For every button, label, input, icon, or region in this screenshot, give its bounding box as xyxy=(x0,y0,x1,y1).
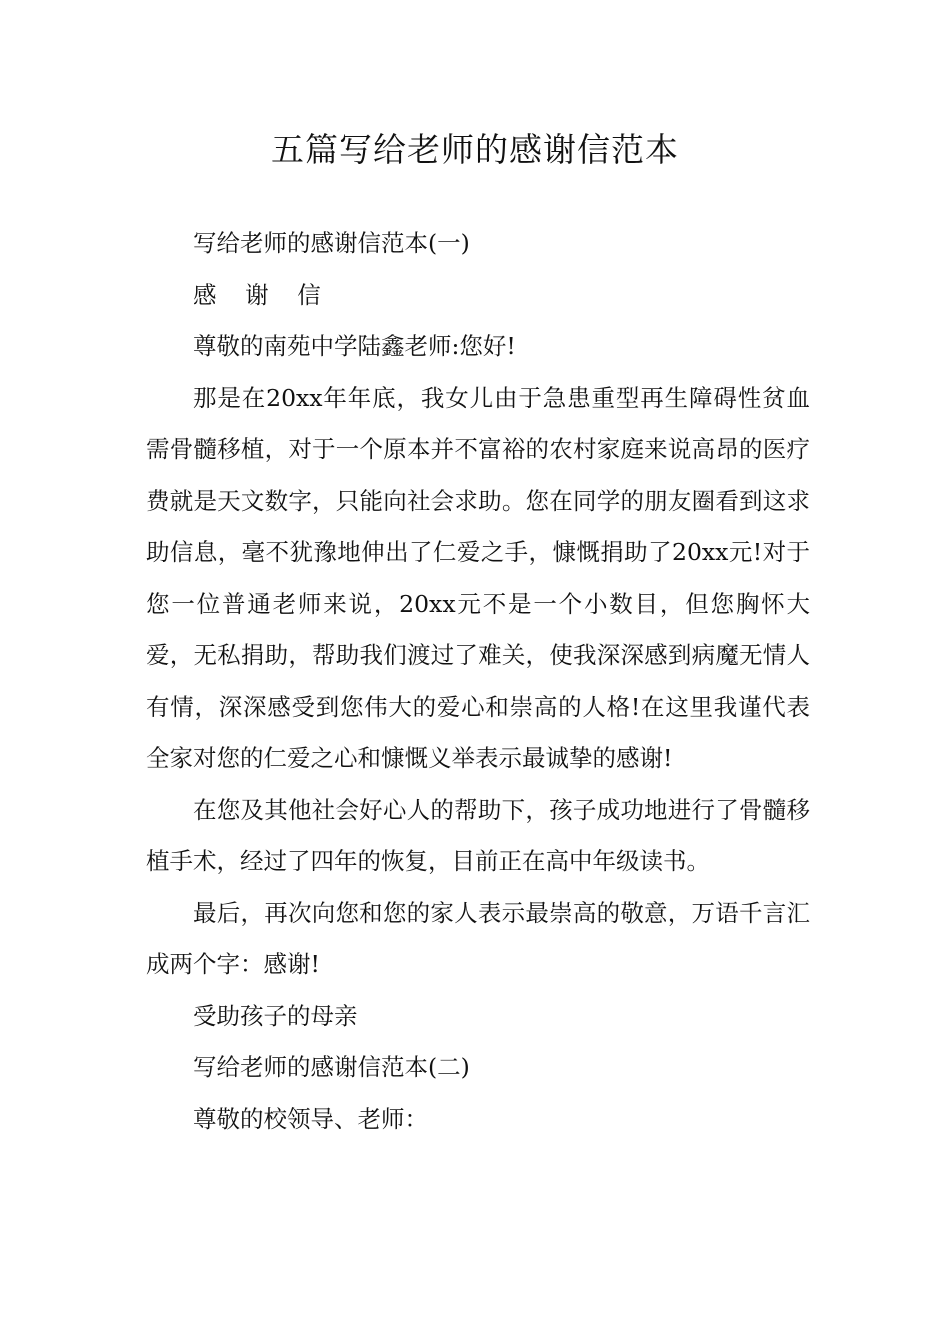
section-heading-2: 写给老师的感谢信范本(二) xyxy=(193,1053,470,1081)
document-title: 五篇写给老师的感谢信范本 xyxy=(271,130,679,169)
salutation: 尊敬的校领导、老师： xyxy=(193,1104,428,1133)
salutation: 尊敬的南苑中学陆鑫老师:您好! xyxy=(193,332,516,360)
section-heading-1: 写给老师的感谢信范本(一) xyxy=(193,229,470,257)
body-paragraph: 在您及其他社会好心人的帮助下，孩子成功地进行了骨髓移植手术，经过了四年的恢复，目前正在高中年级读书。 xyxy=(146,795,810,875)
body-paragraph: 最后，再次向您和您的家人表示最崇高的敬意，万语千言汇成两个字：感谢! xyxy=(146,898,810,978)
document-body xyxy=(146,218,810,1145)
signature: 受助孩子的母亲 xyxy=(193,1001,358,1030)
letter-heading: 感 谢 信 xyxy=(193,280,332,309)
body-paragraph: 那是在20xx年年底，我女儿由于急患重型再生障碍性贫血需骨髓移植，对于一个原本并不富裕的农村家庭来说高昂的医疗费就是天文数字，只能向社会求助。您在同学的朋友圈看到这求助信息，毫不犹豫地伸出了仁爱之手，慷慨捐助了20xx元!对于您一位普通老师来说，20xx元不是一个小数目，但您胸怀大爱，无私捐助，帮助我们渡过了难关，使我深深感到病魔无情人有情，深深感受到您伟大的爱心和崇高的人格!在这里我谨代表全家对您的仁爱之心和慷慨义举表示最诚挚的感谢! xyxy=(146,383,810,772)
